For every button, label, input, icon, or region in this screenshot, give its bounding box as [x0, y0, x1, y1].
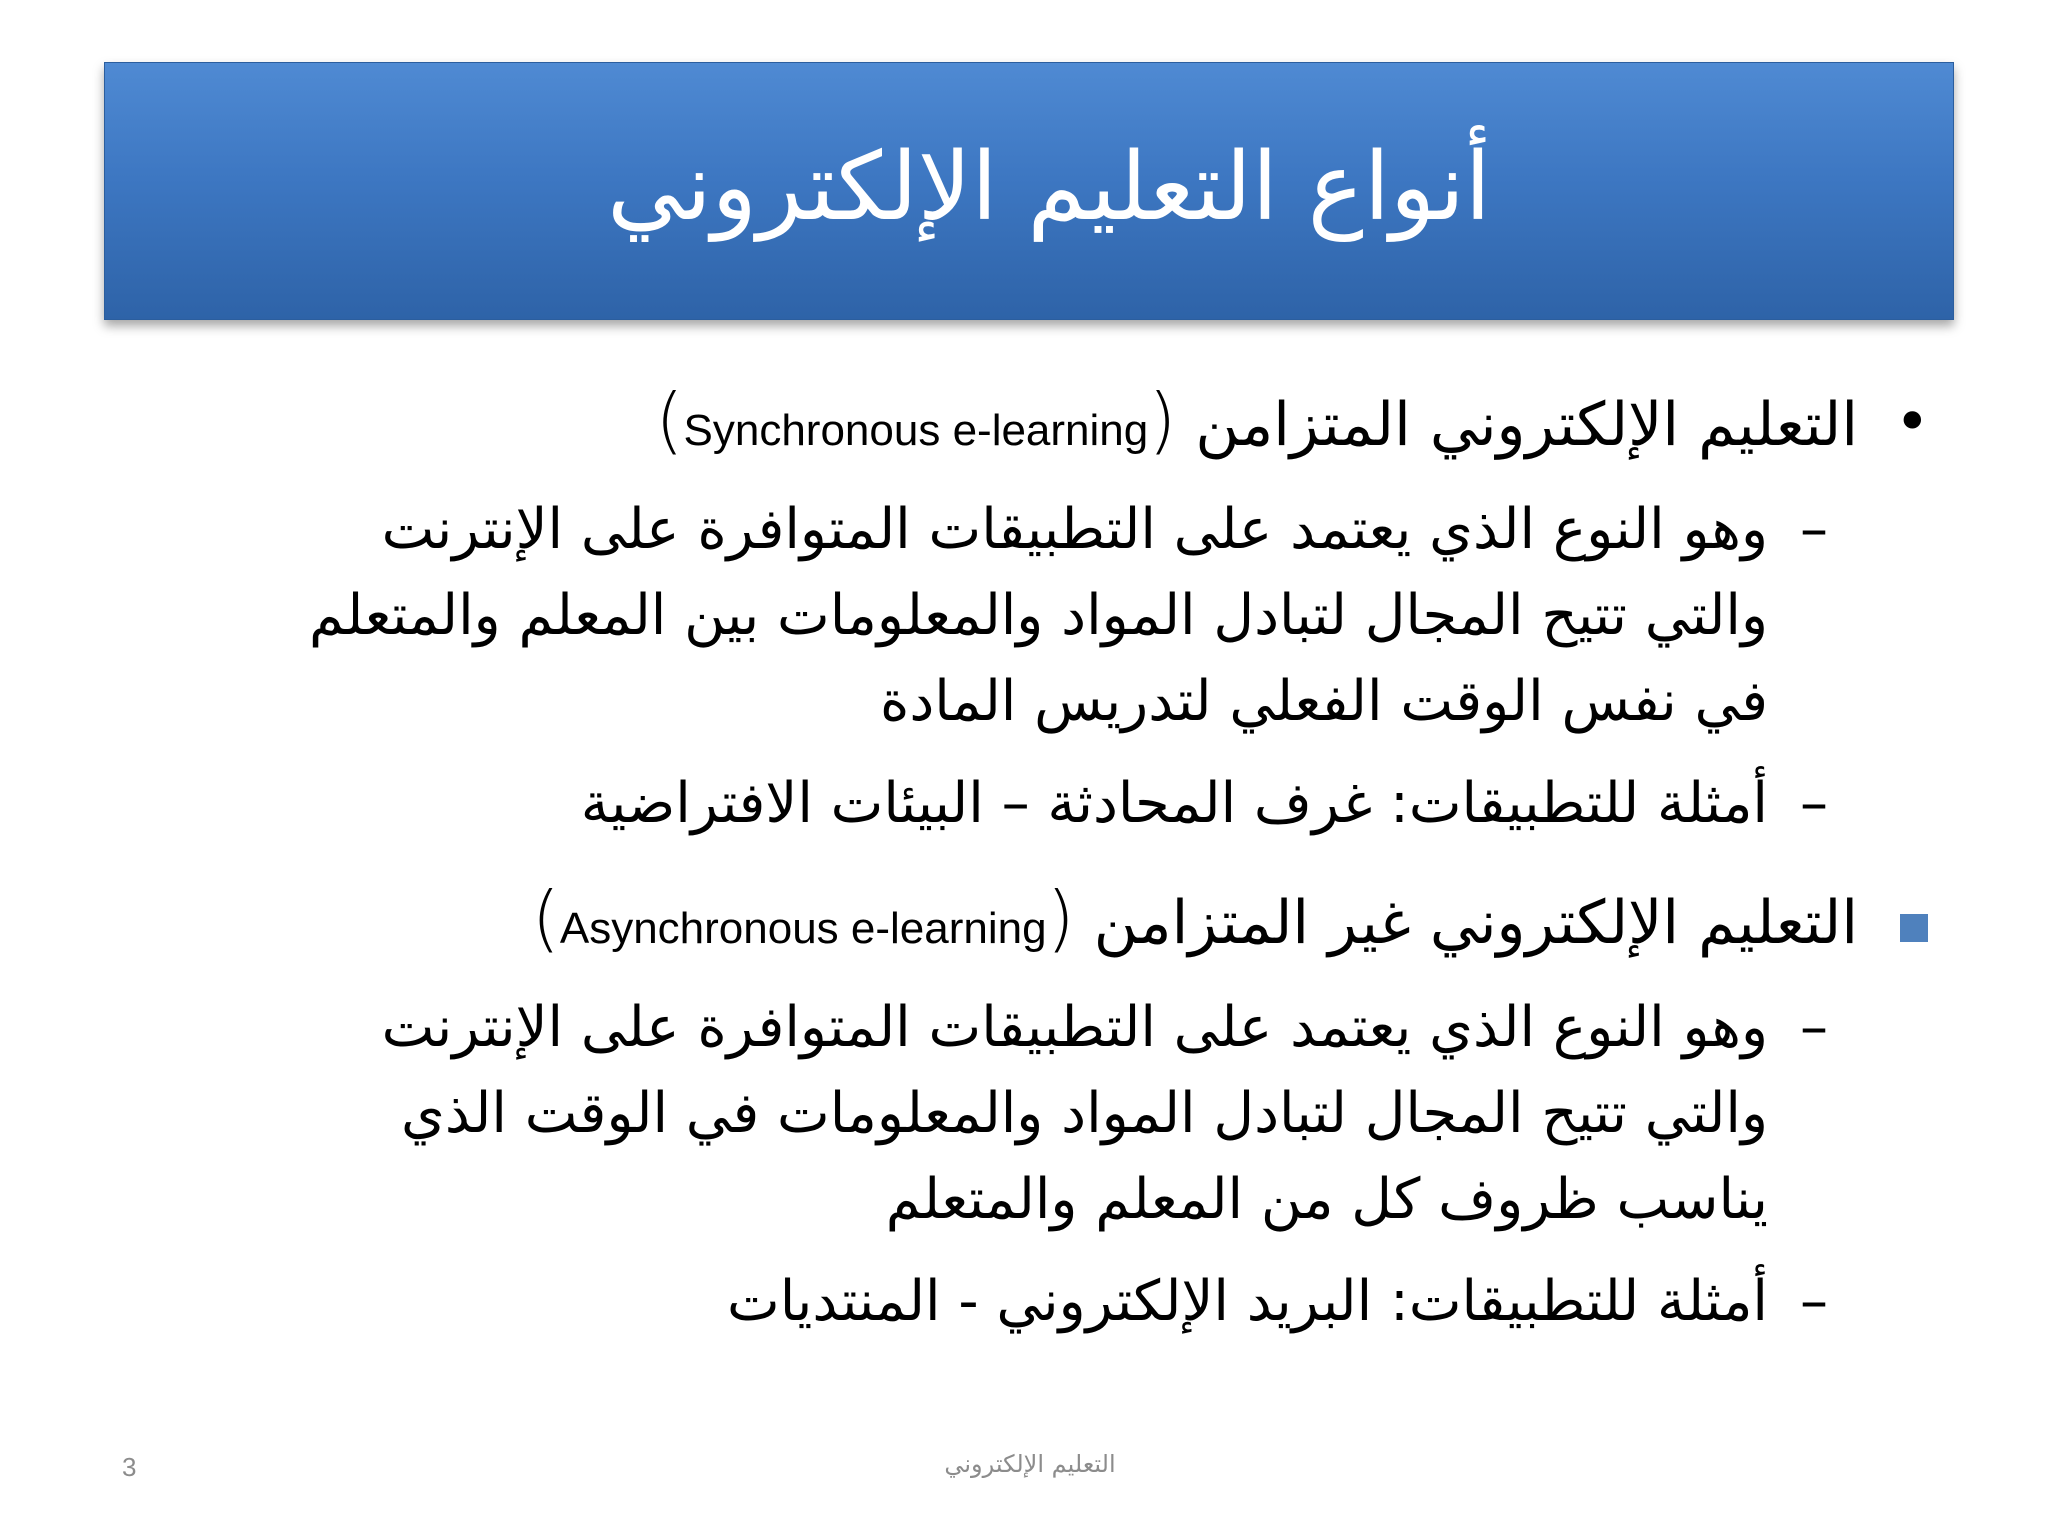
close-paren: ) — [531, 876, 560, 960]
heading-arabic: التعليم الإلكتروني غير المتزامن — [1093, 888, 1858, 958]
bullet-dot-icon: • — [1894, 387, 1930, 457]
dash-marker: – — [1800, 995, 1828, 1060]
dash-marker: – — [1800, 1269, 1828, 1334]
description-line: وهو النوع الذي يعتمد على التطبيقات المتوافرة على الإنترنت — [381, 497, 1768, 562]
bullet-square-icon — [1900, 914, 1928, 942]
heading-arabic: التعليم الإلكتروني المتزامن — [1195, 390, 1858, 460]
dash-marker: – — [1800, 771, 1828, 836]
description-line: في نفس الوقت الفعلي لتدريس المادة — [880, 669, 1768, 734]
dash-marker: – — [1800, 497, 1828, 562]
description-line: والتي تتيح المجال لتبادل المواد والمعلومات في الوقت الذي — [401, 1081, 1768, 1146]
examples-line: أمثلة للتطبيقات: غرف المحادثة – البيئات الافتراضية — [580, 771, 1768, 836]
heading-english: Synchronous e-learning — [683, 406, 1149, 455]
open-paren: ( — [1148, 378, 1177, 462]
description-line: وهو النوع الذي يعتمد على التطبيقات المتوافرة على الإنترنت — [381, 995, 1768, 1060]
page-number: 3 — [122, 1452, 137, 1482]
slide-title: أنواع التعليم الإلكتروني — [607, 132, 1491, 242]
open-paren: ( — [1046, 876, 1075, 960]
heading-english: Asynchronous e-learning — [559, 904, 1047, 953]
section-heading-synchronous — [655, 380, 1858, 471]
close-paren: ) — [655, 378, 684, 462]
examples-line: أمثلة للتطبيقات: البريد الإلكتروني - المنتديات — [727, 1269, 1768, 1334]
section-heading-asynchronous — [532, 878, 1858, 969]
footer-title: التعليم الإلكتروني — [944, 1450, 1116, 1478]
description-line: يناسب ظروف كل من المعلم والمتعلم — [885, 1167, 1768, 1232]
description-line: والتي تتيح المجال لتبادل المواد والمعلومات بين المعلم والمتعلم — [308, 583, 1768, 648]
